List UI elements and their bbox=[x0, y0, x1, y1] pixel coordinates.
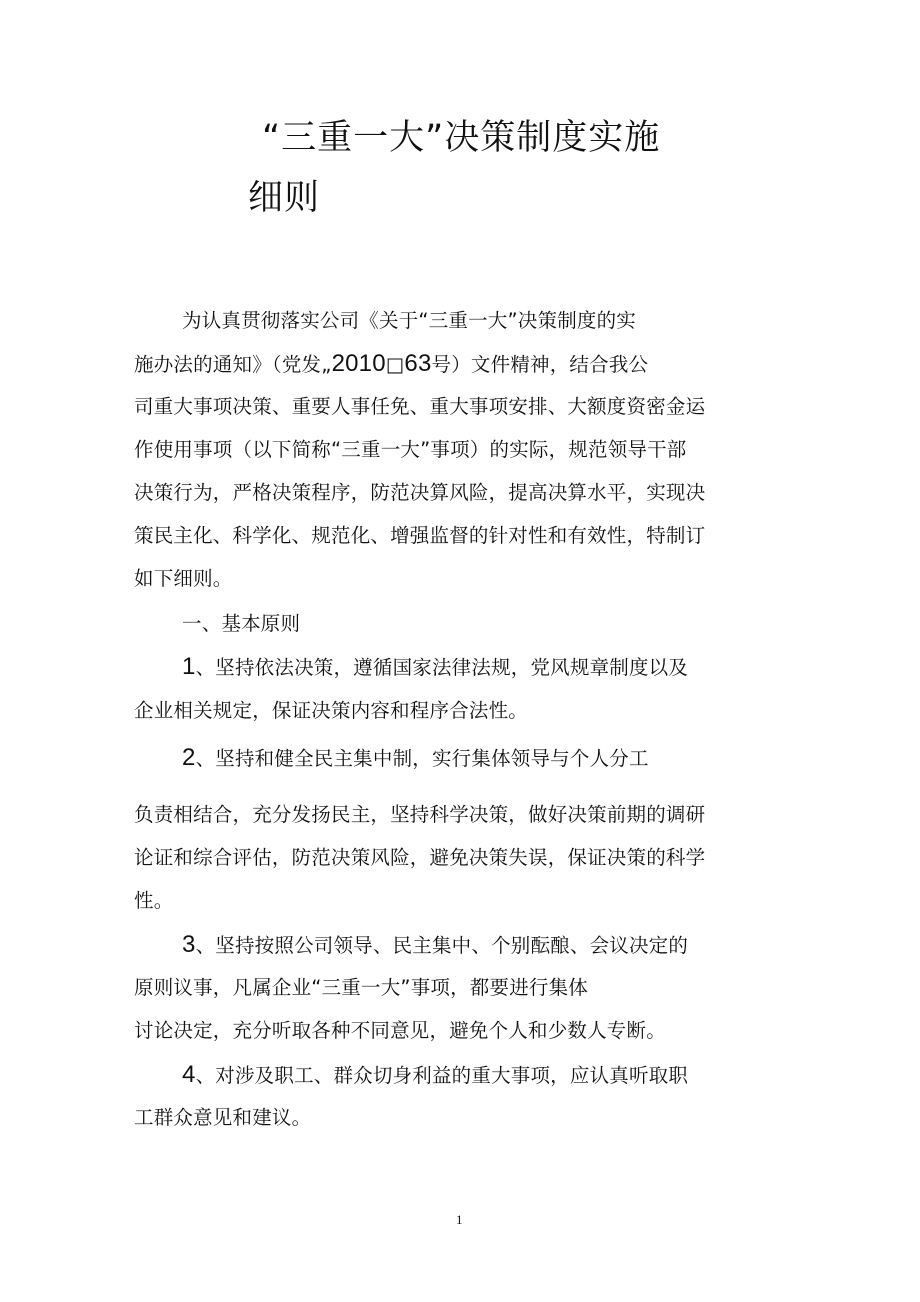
section-heading: 一、基本原则 bbox=[182, 612, 301, 635]
document-title-line2: 细则 bbox=[248, 178, 321, 218]
document-title-line1: “三重一大”决策制度实施 bbox=[262, 118, 661, 158]
intro-doc-year: 2010 bbox=[331, 350, 386, 377]
intro-line-6: 策民主化、科学化、规范化、增强监督的针对性和有效性，特制订 bbox=[134, 524, 706, 547]
intro-line-2-text-b: 号）文件精神，结合我公 bbox=[431, 353, 649, 376]
intro-line-2-text-a: 施办法的通知》（党发 bbox=[134, 353, 322, 376]
item-2-line-3: 论证和综合评估，防范决策风险，避免决策失误，保证决策的科学 bbox=[134, 846, 706, 869]
item-2-line-1 bbox=[182, 745, 649, 772]
item-4-line-2: 工群众意见和建议。 bbox=[134, 1106, 312, 1129]
intro-line-4: 作使用事项（以下简称“三重一大”事项）的实际，规范领导干部 bbox=[134, 438, 687, 461]
intro-line-2-mark: „ bbox=[321, 353, 332, 376]
item-4-text: 、对涉及职工、群众切身利益的重大事项，应认真听取职 bbox=[195, 1064, 689, 1087]
item-2-text: 、坚持和健全民主集中制，实行集体领导与个人分工 bbox=[195, 747, 649, 770]
item-1-line-1 bbox=[182, 654, 688, 681]
item-1-number: 1 bbox=[182, 653, 196, 680]
item-1-line-2: 企业相关规定，保证决策内容和程序合法性。 bbox=[134, 699, 529, 722]
item-3-number: 3 bbox=[182, 931, 196, 958]
item-3-line-2: 原则议事，凡属企业“三重一大”事项，都要进行集体 bbox=[134, 976, 589, 999]
intro-line-5: 决策行为，严格决策程序，防范决算风险，提高决算水平，实现决 bbox=[134, 481, 706, 504]
intro-line-2-box: □ bbox=[385, 353, 405, 376]
intro-doc-number: 63 bbox=[404, 350, 432, 377]
item-4-line-1 bbox=[182, 1062, 688, 1089]
item-3-line-1 bbox=[182, 932, 688, 959]
item-3-text: 、坚持按照公司领导、民主集中、个别酝酿、会议决定的 bbox=[195, 934, 689, 957]
intro-line-3: 司重大事项决策、重要人事任免、重大事项安排、大额度资密金运 bbox=[134, 395, 706, 418]
item-4-number: 4 bbox=[182, 1061, 196, 1088]
intro-line-7: 如下细则。 bbox=[134, 567, 233, 590]
item-3-line-3: 讨论决定，充分听取各种不同意见，避免个人和少数人专断。 bbox=[134, 1019, 666, 1042]
item-2-line-2: 负责相结合，充分发扬民主，坚持科学决策，做好决策前期的调研 bbox=[134, 803, 706, 826]
item-1-text: 、坚持依法决策，遵循国家法律法规，党风规章制度以及 bbox=[195, 656, 689, 679]
item-2-number: 2 bbox=[182, 744, 196, 771]
intro-line-1: 为认真贯彻落实公司《关于“三重一大”决策制度的实 bbox=[182, 309, 637, 332]
page-number: 1 bbox=[456, 1212, 463, 1227]
intro-line-2 bbox=[134, 351, 648, 378]
item-2-line-4: 性。 bbox=[134, 889, 174, 912]
